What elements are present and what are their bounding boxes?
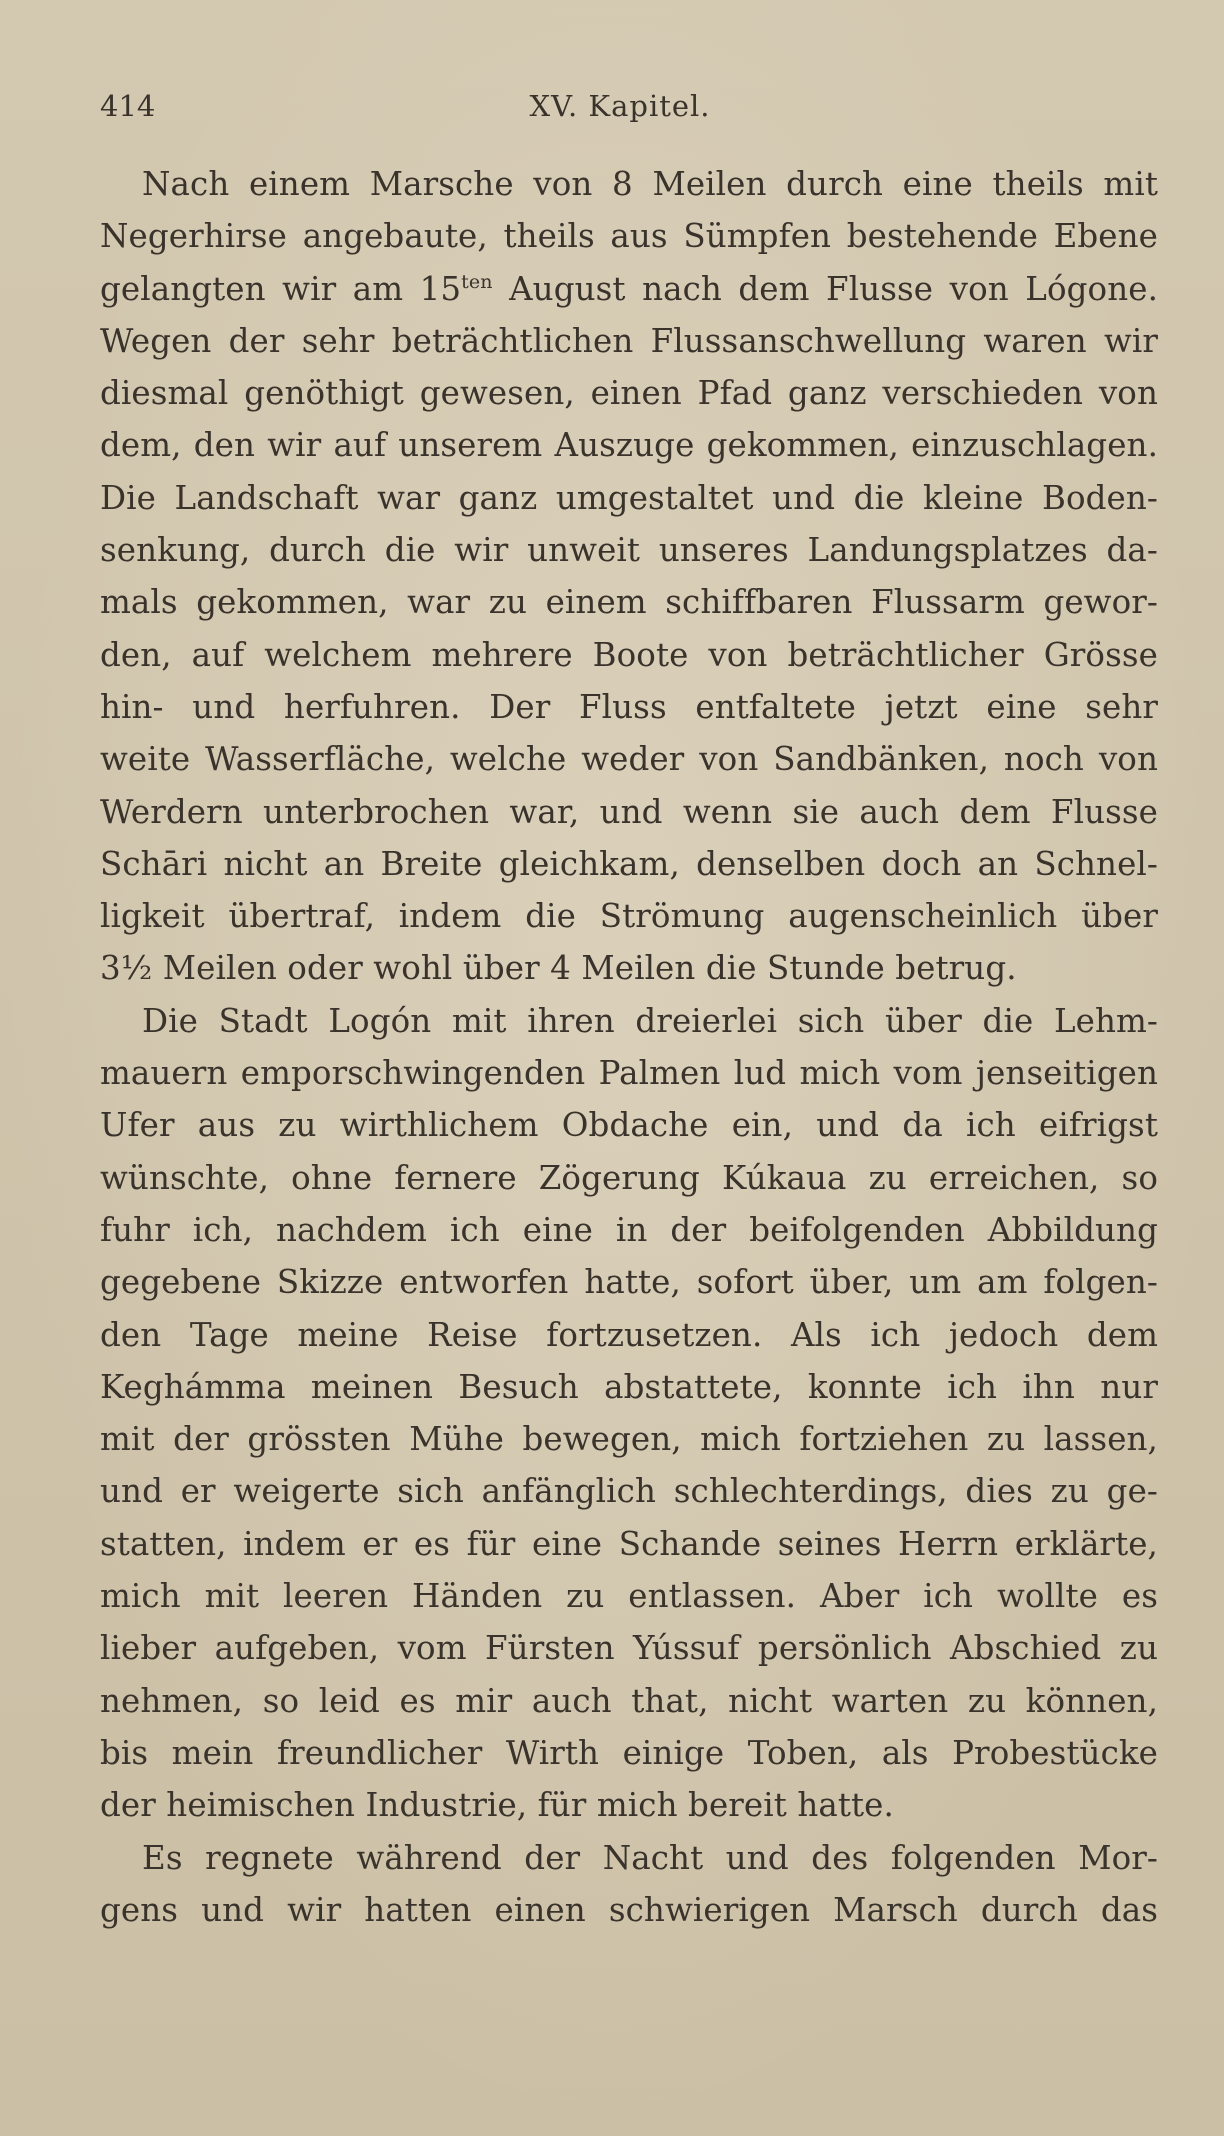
text-line: mauern emporschwingenden Palmen lud mich vom jenseitigen — [100, 1054, 1158, 1093]
ordinal-superscript: ten — [461, 270, 493, 293]
chapter-title: XV. Kapitel. — [529, 89, 711, 123]
text-line: Die Landschaft war ganz umgestaltet und die kleine Boden- — [100, 478, 1158, 517]
text-line: Werdern unterbrochen war, und wenn sie auch dem Flusse — [100, 792, 1158, 831]
text-line: Ufer aus zu wirthlichem Obdache ein, und da ich eifrigst — [100, 1106, 1158, 1145]
text-line: Wegen der sehr beträchtlichen Flussanschwellung waren wir — [100, 321, 1158, 360]
text-line: 3½ Meilen oder wohl über 4 Meilen die Stunde betrug. — [100, 949, 1017, 988]
text-line: Schāri nicht an Breite gleichkam, denselben doch an Schnel- — [100, 844, 1158, 883]
text-line: hin- und herfuhren. Der Fluss entfaltete jetzt eine sehr — [100, 687, 1158, 726]
text-line: Es regnete während der Nacht und des folgenden Mor- — [142, 1838, 1158, 1877]
text-line: weite Wasserfläche, welche weder von Sandbänken, noch von — [100, 740, 1158, 779]
text-line: Nach einem Marsche von 8 Meilen durch eine theils mit — [142, 165, 1158, 203]
text-line: wünschte, ohne fernere Zögerung Kúkaua zu erreichen, so — [100, 1158, 1158, 1197]
text-line: ligkeit übertraf, indem die Strömung augenscheinlich über — [100, 897, 1158, 936]
text-line: gens und wir hatten einen schwierigen Marsch durch das — [100, 1890, 1158, 1929]
text-line: den, auf welchem mehrere Boote von beträchtlicher Grösse — [100, 635, 1158, 674]
text-line: statten, indem er es für eine Schande seines Herrn erklärte, — [100, 1524, 1158, 1563]
text-fragment: August nach dem Flusse von Lógone. — [492, 269, 1158, 308]
text-line: den Tage meine Reise fortzusetzen. Als ich jedoch dem — [100, 1315, 1158, 1354]
running-head — [100, 86, 1140, 126]
text-line: gegebene Skizze entworfen hatte, sofort über, um am folgen- — [100, 1263, 1158, 1302]
text-line: lieber aufgeben, vom Fürsten Yússuf persönlich Abschied zu — [100, 1629, 1158, 1668]
text-line: dem, den wir auf unserem Auszuge gekommen, einzuschlagen. — [100, 426, 1158, 465]
text-line: diesmal genöthigt gewesen, einen Pfad ganz verschieden von — [100, 374, 1158, 413]
text-line: mals gekommen, war zu einem schiffbaren Flussarm gewor- — [100, 583, 1158, 622]
text-line: Die Stadt Logón mit ihren dreierlei sich über die Lehm- — [142, 1001, 1158, 1040]
text-line: bis mein freundlicher Wirth einige Toben, als Probestücke — [100, 1733, 1158, 1772]
body-text — [100, 158, 1158, 1936]
text-line: Keghámma meinen Besuch abstattete, konnte ich ihn nur — [100, 1367, 1158, 1406]
text-fragment: gelangten wir am 15 — [100, 269, 462, 308]
text-line: fuhr ich, nachdem ich eine in der beifolgenden Abbildung — [100, 1210, 1158, 1249]
text-line: senkung, durch die wir unweit unseres Landungsplatzes da- — [100, 531, 1158, 570]
text-line: der heimischen Industrie, für mich bereit hatte. — [100, 1786, 894, 1825]
text-line: mich mit leeren Händen zu entlassen. Aber ich wollte es — [100, 1577, 1158, 1616]
text-line: nehmen, so leid es mir auch that, nicht warten zu können, — [100, 1681, 1158, 1720]
text-line: Negerhirse angebaute, theils aus Sümpfen bestehende Ebene — [100, 217, 1158, 256]
text-line: mit der grössten Mühe bewegen, mich fortziehen zu lassen, — [100, 1420, 1158, 1459]
text-line: und er weigerte sich anfänglich schlechterdings, dies zu ge- — [100, 1472, 1158, 1511]
text-line — [100, 263, 1158, 315]
page-number: 414 — [100, 89, 156, 123]
